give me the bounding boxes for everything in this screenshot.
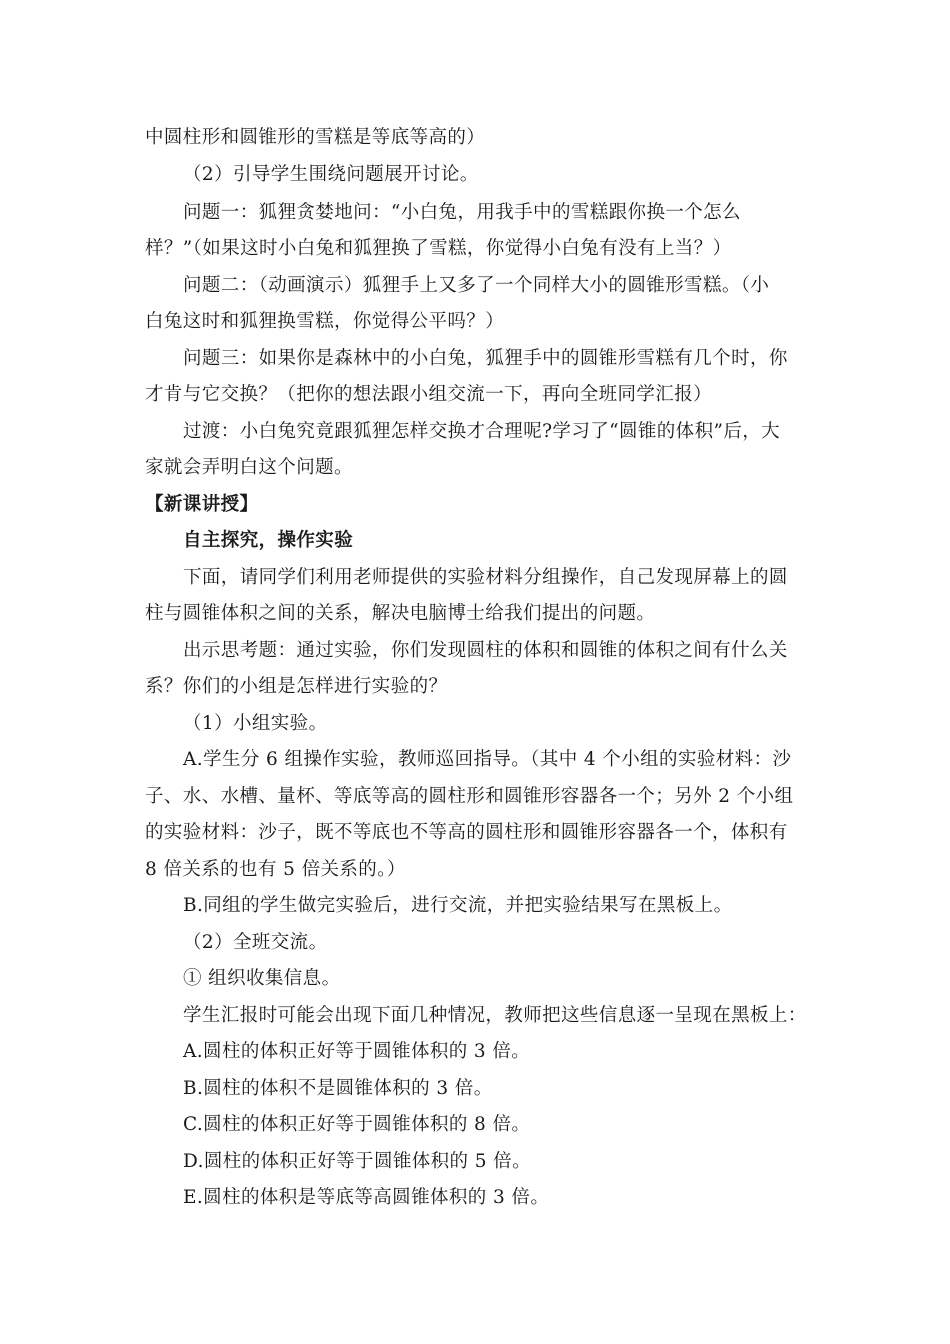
paragraph-line: 白兔这时和狐狸换雪糕，你觉得公平吗？） xyxy=(145,311,505,332)
paragraph-line: （2）全班交流。 xyxy=(183,932,328,953)
subsection-heading: 自主探究，操作实验 xyxy=(183,530,354,551)
list-item: A.圆柱的体积正好等于圆锥体积的 3 倍。 xyxy=(183,1041,531,1062)
paragraph-line: 的实验材料：沙子，既不等底也不等高的圆柱形和圆锥形容器各一个，体积有 xyxy=(145,822,788,843)
paragraph-line: ① 组织收集信息。 xyxy=(183,968,341,989)
list-item: B.圆柱的体积不是圆锥体积的 3 倍。 xyxy=(183,1078,493,1099)
paragraph-line: A.学生分 6 组操作实验，教师巡回指导。（其中 4 个小组的实验材料：沙 xyxy=(183,749,792,770)
paragraph-line: 问题二：（动画演示）狐狸手上又多了一个同样大小的圆锥形雪糕。（小 xyxy=(183,275,770,296)
paragraph-line: 样？”（如果这时小白兔和狐狸换了雪糕，你觉得小白兔有没有上当？） xyxy=(145,238,732,259)
paragraph-line: 下面，请同学们利用老师提供的实验材料分组操作，自己发现屏幕上的圆 xyxy=(183,567,788,588)
paragraph-line: 中圆柱形和圆锥形的雪糕是等底等高的） xyxy=(145,127,486,148)
paragraph-line: 学生汇报时可能会出现下面几种情况，教师把这些信息逐一呈现在黑板上： xyxy=(183,1005,807,1026)
paragraph-line: B.同组的学生做完实验后，进行交流，并把实验结果写在黑板上。 xyxy=(183,895,733,916)
list-item: D.圆柱的体积正好等于圆锥体积的 5 倍。 xyxy=(183,1151,531,1172)
list-item: E.圆柱的体积是等底等高圆锥体积的 3 倍。 xyxy=(183,1187,550,1208)
paragraph-line: 子、水、水槽、量杯、等底等高的圆柱形和圆锥形容器各一个；另外 2 个小组 xyxy=(145,786,794,807)
paragraph-line: 过渡：小白兔究竟跟狐狸怎样交换才合理呢?学习了“圆锥的体积”后，大 xyxy=(183,421,781,442)
paragraph-line: （1）小组实验。 xyxy=(183,713,328,734)
paragraph-line: 问题一：狐狸贪婪地问：“小白兔，用我手中的雪糕跟你换一个怎么 xyxy=(183,202,741,223)
paragraph-line: 出示思考题：通过实验，你们发现圆柱的体积和圆锥的体积之间有什么关 xyxy=(183,640,788,661)
paragraph-line: 问题三：如果你是森林中的小白兔，狐狸手中的圆锥形雪糕有几个时，你 xyxy=(183,348,788,369)
paragraph-line: 系？你们的小组是怎样进行实验的？ xyxy=(145,676,448,697)
list-item: C.圆柱的体积正好等于圆锥体积的 8 倍。 xyxy=(183,1114,531,1135)
section-heading: 【新课讲授】 xyxy=(145,494,259,515)
paragraph-line: 柱与圆锥体积之间的关系，解决电脑博士给我们提出的问题。 xyxy=(145,603,656,624)
paragraph-line: 才肯与它交换？（把你的想法跟小组交流一下，再向全班同学汇报） xyxy=(145,384,713,405)
paragraph-line: 8 倍关系的也有 5 倍关系的。） xyxy=(145,859,406,880)
paragraph-line: 家就会弄明白这个问题。 xyxy=(145,457,353,478)
paragraph-line: （2）引导学生围绕问题展开讨论。 xyxy=(183,164,479,185)
